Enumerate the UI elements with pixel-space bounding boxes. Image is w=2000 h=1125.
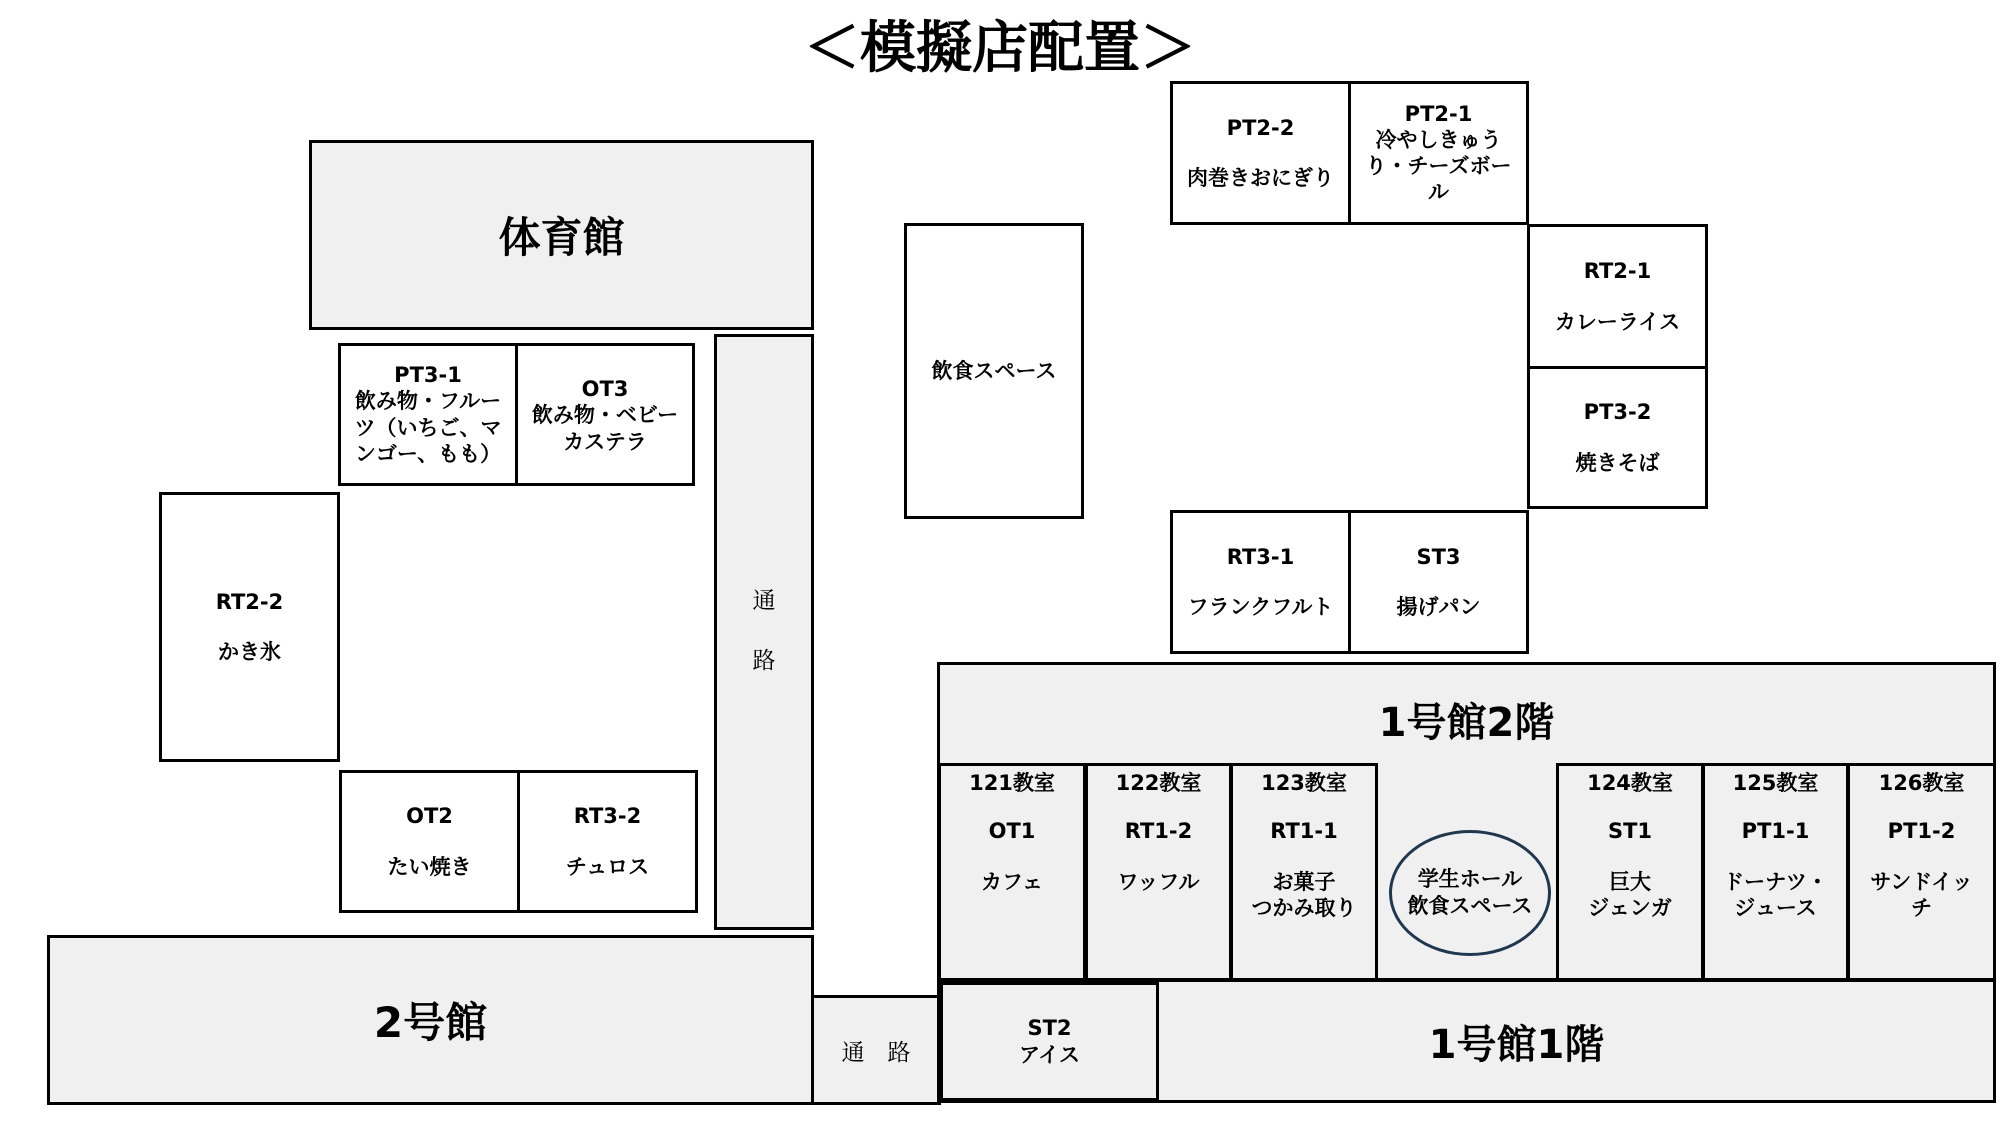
room-label: 121教室: [969, 771, 1055, 795]
room-stall-id: ST1: [1607, 819, 1653, 844]
student-hall-label: 学生ホール 飲食スペース: [1407, 866, 1533, 918]
room-121: [938, 763, 1086, 981]
stall-pt3-2: [1527, 366, 1708, 509]
room-123: [1230, 763, 1378, 981]
stall-id: ST2: [1027, 1016, 1072, 1041]
stall-id: OT2: [406, 804, 453, 829]
room-stall-name: サンドイッ チ: [1870, 869, 1973, 920]
stall-id: PT3-2: [1583, 400, 1652, 425]
stall-pt2-1: [1348, 81, 1529, 225]
stall-name: 飲み物・ベビー カステラ: [531, 403, 679, 454]
passage-horizontal-label: 通 路: [841, 1039, 911, 1066]
room-stall-name: カフェ: [981, 869, 1043, 894]
stall-id: PT2-1: [1404, 101, 1473, 126]
room-stall-id: RT1-2: [1124, 819, 1193, 844]
stall-ot3: [515, 343, 695, 486]
stall-name: カレーライス: [1554, 309, 1681, 334]
stall-id: RT3-2: [573, 804, 642, 829]
stall-name: 焼きそば: [1575, 450, 1660, 475]
eating-space-label: 飲食スペース: [931, 358, 1057, 383]
stall-st2: [940, 982, 1159, 1101]
room-124: [1556, 763, 1704, 981]
room-125: [1702, 763, 1849, 981]
passage-char-2: 路: [752, 648, 776, 674]
stall-pt3-1: [338, 343, 518, 486]
stall-name: フランクフルト: [1187, 595, 1334, 619]
stall-id: RT3-1: [1226, 544, 1295, 569]
stall-id: PT3-1: [394, 363, 462, 387]
eating-space: [904, 223, 1084, 519]
stall-id: RT2-1: [1583, 259, 1652, 284]
passage-char-1: 通: [752, 588, 776, 615]
stall-ot2: [339, 770, 520, 913]
stall-pt2-2: [1170, 81, 1351, 225]
page-title: ＜模擬店配置＞: [804, 16, 1196, 81]
stall-id: PT2-2: [1226, 115, 1295, 140]
stall-rt3-2: [517, 770, 698, 913]
stall-name: アイス: [1019, 1042, 1080, 1067]
room-stall-name: 巨大 ジェンガ: [1588, 869, 1672, 920]
building-1-1f-label: 1号館1階: [1428, 1021, 1605, 1068]
room-label: 126教室: [1878, 771, 1965, 795]
room-stall-id: PT1-1: [1741, 819, 1810, 844]
gym-building: [309, 140, 814, 330]
stall-rt3-1: [1170, 510, 1351, 654]
room-label: 122教室: [1115, 771, 1202, 795]
stall-name: かき氷: [218, 640, 281, 664]
student-hall-eating-space: [1389, 830, 1551, 956]
building-1-2f-label: 1号館2階: [1378, 700, 1555, 746]
room-label: 124教室: [1587, 771, 1673, 795]
gym-label: 体育館: [498, 213, 625, 262]
stall-rt2-2: [159, 492, 340, 762]
stall-name: たい焼き: [387, 854, 472, 879]
room-label: 123教室: [1261, 771, 1347, 795]
stall-name: 揚げパン: [1396, 595, 1481, 619]
stall-id: RT2-2: [215, 589, 284, 614]
passage-horizontal: [811, 995, 941, 1105]
room-stall-id: RT1-1: [1270, 819, 1338, 844]
building-2-label: 2号館: [373, 998, 488, 1047]
passage-vertical: [714, 334, 814, 930]
room-126: [1847, 763, 1996, 981]
room-stall-name: ドーナツ・ ジュース: [1723, 869, 1828, 920]
stall-name: 冷やしきゅう り・チーズボー ル: [1365, 127, 1512, 205]
stall-name: チュロス: [565, 854, 650, 879]
room-stall-name: お菓子 つかみ取り: [1251, 869, 1357, 920]
stall-name: 飲み物・フルー ツ（いちご、マ ンゴー、もも）: [354, 389, 502, 466]
stall-rt2-1: [1527, 224, 1708, 369]
room-122: [1085, 763, 1232, 981]
room-stall-name: ワッフル: [1117, 869, 1200, 894]
stall-id: ST3: [1416, 544, 1461, 569]
building-2: [47, 935, 814, 1105]
room-stall-id: PT1-2: [1887, 819, 1956, 844]
stall-name: 肉巻きおにぎり: [1187, 166, 1334, 190]
room-label: 125教室: [1732, 771, 1819, 795]
room-stall-id: OT1: [988, 819, 1036, 844]
stall-id: OT3: [581, 377, 629, 401]
stall-st3: [1348, 510, 1529, 654]
